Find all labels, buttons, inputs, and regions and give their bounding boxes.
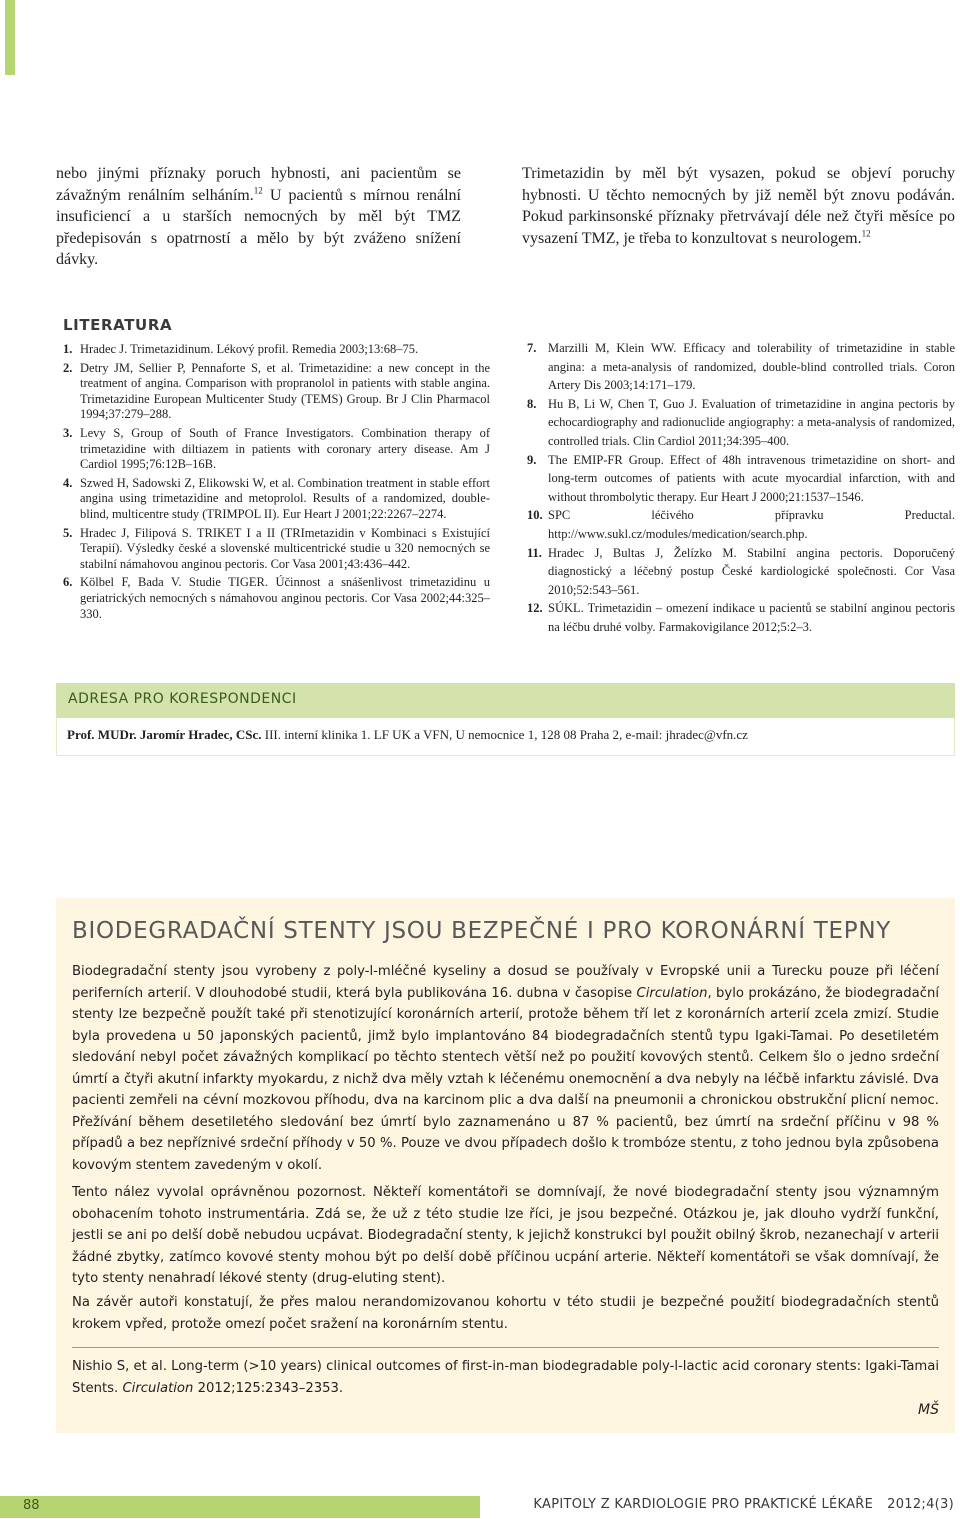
footer-journal [533,1497,954,1512]
reference-text: Hradec J, Filipová S. TRIKET I a II (TRImetazidin v Kombinaci s Existující Terapií). Výsledky české a slovenské multicentrické studie u 320 nemocných se stabilní námahovou anginou pectoris. Cor Vasa 2001;43:436–442. [80,525,490,571]
reference-text: SPC léčivého přípravku Preductal. http://www.sukl.cz/modules/medication/search.php. [548,508,955,541]
reference-number: 1. [63,342,73,356]
reference-item [63,526,490,573]
news-title: BIODEGRADAČNÍ STENTY JSOU BEZPEČNÉ I PRO KORONÁRNÍ TEPNY [72,918,892,944]
reference-text: Hu B, Li W, Chen T, Guo J. Evaluation of trimetazidine in angina pectoris by echocardiography and radionuclide angiography: a meta-analysis of randomized, controlled trials. Clin Cardiol 2011;34:395–400. [548,396,955,448]
news-signature: MŠ [918,1402,939,1418]
literature-heading: LITERATURA [63,316,173,334]
reference-number: 9. [527,452,537,467]
top-left-column [56,163,461,271]
reference-item [63,361,490,423]
author-name: Prof. MUDr. Jaromír Hradec, CSc. [67,727,262,742]
reference-text: Hradec J, Bultas J, Želízko M. Stabilní angina pectoris. Doporučený diagnostický a léčebný postup České kardiologické společnosti. Cor Vasa 2010;52:543–561. [548,545,955,597]
reference-text: Szwed H, Sadowski Z, Elikowski W, et al. Combination treatment in stable effort angina using trimetazidine and metoprolol. Results of a randomized, double-blind, multicentre study (TRIMPOL II). Eur Heart J 2001;22:2267–2274. [80,475,490,521]
reference-number: 5. [63,525,73,540]
journal-title: KAPITOLY Z KARDIOLOGIE PRO PRAKTICKÉ LÉKAŘE [533,1497,874,1512]
news-paragraph-1: Biodegradační stenty jsou vyrobeny z poly-l-mléčné kyseliny a dosud se používaly v Evropské unii a Turecku pouze při léčení periferních arterií. V dlouhodobé studii, která byla publikována 16. dubna v časopise Circulation, bylo prokázáno, že biodegradační stenty lze bezpečně použít také při stenotizující koronárních arterií, protože během tří let z koronárních arterií zcela zmizí. Studie byla provedena u 50 japonských pacientů, jimž bylo implantováno 84 biodegradačních stentů typu Igaki-Tamai. Po desetiletém sledování nebyl počet závažných komplikací po těchto stentech větší než po použití kovových stentů. Celkem šlo o jedno srdeční úmrtí a čtyři akutní infarkty myokardu, z nichž dva měly vztah k léčenému onemocnění a dva nebyly na léčbě infarktu závislé. Dva pacienti zemřeli na cévní mozkovou příhodu, dva na karcinom plic a dva další na pneumonii a chronickou obstrukční plicní nemoc. Přežívání během desetiletého sledování bez úmrtí bylo zaznamenáno u 87 % pacientů, bez úmrtí na srdeční příčinu v 98 % případů a bez nepříznivé srdeční příhody v 50 %. Pouze ve dvou případech došlo k trombóze stentu, z toho jednou byla způsobena kovovým stentem zavedeným v okolí. [72,964,939,1173]
footer-bar [0,1496,480,1518]
reference-item [527,451,955,507]
top-right-column [522,163,955,249]
news-reference: Nishio S, et al. Long-term (>10 years) clinical outcomes of first-in-man biodegradable poly-l-lactic acid coronary stents: Igaki-Tamai Stents. Circulation 2012;125:2343–2353. [72,1359,939,1396]
reference-item [527,506,955,543]
correspondence-body [56,718,955,756]
reference-item [527,599,955,636]
reference-item [63,476,490,523]
reference-item [527,544,955,600]
reference-text: Levy S, Group of South of France Investigators. Combination therapy of trimetazidine with diltiazem in patients with coronary artery disease. Am J Cardiol 1995;76:12B–16B. [80,425,490,472]
news-paragraph-3: Na závěr autoři konstatují, že přes malou nerandomizovanou kohortu v této studii je bezpečné použití biodegradačních stentů krokem vpřed, protože omezí počet sražení na koronárním stentu. [72,1295,939,1332]
correspondence-text [67,727,748,743]
reference-text: Kölbel F, Bada V. Studie TIGER. Účinnost a snášenlivost trimetazidinu u geriatrických nemocných s námahovou anginou pectoris. Cor Vasa 2002;44:325–330. [80,575,490,621]
reference-item [527,395,955,451]
news-paragraph-2: Tento nález vyvolal oprávněnou pozornost. Někteří komentátoři se domnívají, že nové biodegradační stenty jsou významným obohacením tohoto instrumentária. Zdá se, že už z této studie lze říci, je jsou bezpečné. Otázkou je, jak dlouho vydrží funkční, jestli se ani po delší době nebudou ucpávat. Biodegradační stenty, k jejichž konstrukci byl použit obilný škrob, nezanechají v arterii žádné zbytky, zatímco kovové stenty mohou být po delší době příčinou ucpání arterie. Někteří komentátoři se však domnívají, že tyto stenty nenahradí lékové stenty (drug-eluting stent). [72,1185,939,1286]
news-divider [72,1347,939,1348]
reference-number: 6. [63,575,73,590]
reference-number: 12. [527,601,543,616]
reference-text: Hradec J. Trimetazidinum. Lékový profil. Remedia 2003;13:68–75. [80,342,419,356]
reference-number: 11. [527,545,542,560]
reference-number: 3. [63,425,73,440]
news-box [56,898,955,1433]
author-address: III. interní klinika 1. LF UK a VFN, U nemocnice 1, 128 08 Praha 2, e-mail: jhradec@vfn.cz [261,727,748,742]
reference-number: 2. [63,360,73,375]
reference-item [527,339,955,395]
reference-text: The EMIP-FR Group. Effect of 48h intravenous trimetazidine on short- and long-term outcomes of patients with acute myocardial infarction, with and without thrombolytic therapy. Eur Heart J 2000;21:1537–1546. [548,452,955,504]
reference-number: 7. [527,341,537,355]
reference-text: SÚKL. Trimetazidin – omezení indikace u pacientů se stabilní anginou pectoris na léčbu druhé volby. Farmakovigilance 2012;5:2–3. [548,601,955,634]
reference-item [63,342,490,358]
top-right-paragraph: Trimetazidin by měl být vysazen, pokud se objeví poruchy hybnosti. U těchto nemocných by již neměl být znovu podáván. Pokud parkinsonské příznaky přetrvávají déle než čtyři měsíce po vysazení TMZ, je třeba to konzultovat s neurologem.$^{12}$ [522,165,955,247]
top-left-paragraph: nebo jinými příznaky poruch hybnosti, ani pacientům se závažným renálním selháním.$^{12}$ U pacientů s mírnou renální insuficiencí a u starších nemocných by měl být TMZ předepisován s opatrností a mělo by být zváženo snížení dávky. [56,165,462,268]
reference-item [63,575,490,622]
references-left [63,342,490,625]
reference-number: 10. [527,508,543,523]
correspondence-header [56,683,955,718]
reference-item [63,426,490,473]
top-accent-bar [5,0,15,75]
journal-issue: 2012;4(3) [887,1497,954,1512]
references-right [527,339,955,637]
reference-number: 4. [63,475,73,490]
page-number: 88 [23,1498,40,1513]
reference-text: Marzilli M, Klein WW. Efficacy and tolerability of trimetazidine in stable angina: a meta-analysis of randomized, double-blind controlled trials. Coron Artery Dis 2003;14:171–179. [548,341,955,393]
reference-text: Detry JM, Sellier P, Pennaforte S, et al. Trimetazidine: a new concept in the treatment of angina. Comparison with propranolol in patients with stable angina. Trimetazidine European Multicenter Study (TEMS) Group. Br J Clin Pharmacol 1994;37:279–288. [80,360,490,422]
correspondence-heading: ADRESA PRO KORESPONDENCI [68,691,297,707]
reference-number: 8. [527,396,537,411]
